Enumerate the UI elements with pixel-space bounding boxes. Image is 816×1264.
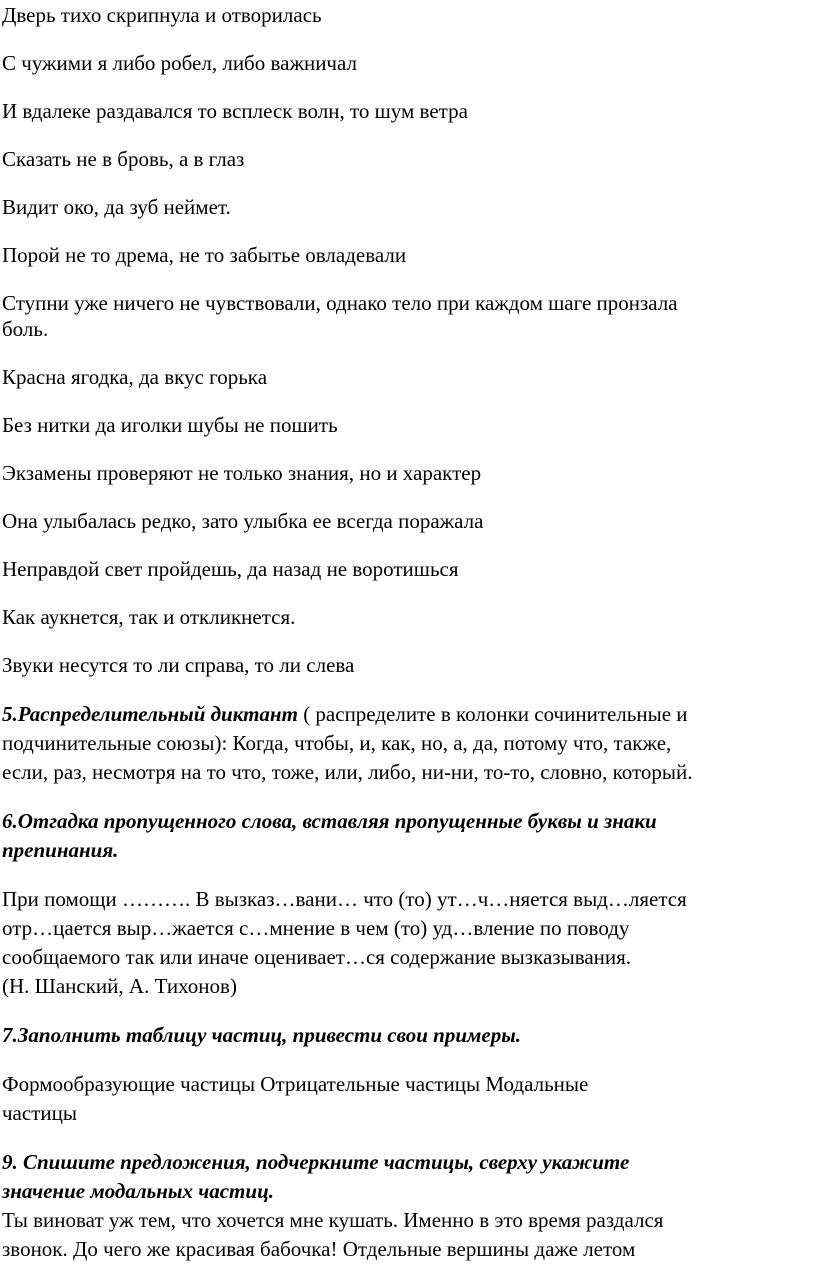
sentence-text: Сказать не в бровь, а в глаз: [2, 147, 245, 171]
sentence-text: С чужими я либо робел, либо важничал: [2, 51, 357, 75]
sentence-12: [2, 556, 816, 582]
sentence-text: Видит око, да зуб неймет.: [2, 195, 231, 219]
task-6-title: [2, 807, 816, 865]
task-5-line-3: если, раз, несмотря на то что, тоже, или, либо, ни-ни, то-то, словно, который.: [2, 760, 693, 784]
sentence-text-continued: боль.: [2, 317, 49, 341]
sentence-text: Она улыбалась редко, зато улыбка ее всегда поражала: [2, 509, 484, 533]
sentence-text: Порой не то дрема, не то забытье овладевали: [2, 243, 407, 267]
sentence-text: Дверь тихо скрипнула и отворилась: [2, 3, 322, 27]
sentence-13: [2, 604, 816, 630]
sentence-1: [2, 2, 816, 28]
task-9-text-line-2: звонок. До чего же красивая бабочка! Отдельные вершины даже летом: [2, 1237, 636, 1261]
task-6-author: (Н. Шанский, А. Тихонов): [2, 974, 237, 998]
sentence-10: [2, 460, 816, 486]
task-6-title-line-2: препинания.: [2, 838, 119, 862]
task-5-instruction: ( распределите в колонки сочинительные и: [297, 702, 688, 726]
sentence-text: Экзамены проверяют не только знания, но и характер: [2, 461, 482, 485]
task-6-text-line-1: При помощи ………. В вызказ…вани… что (то) ут…ч…няется выд…ляется: [2, 887, 687, 911]
task-6-text-line-3: сообщаемого так или иначе оценивает…ся содержание вызказывания.: [2, 945, 632, 969]
task-5-line-1: [2, 700, 816, 729]
sentence-text: Красна ягодка, да вкус горька: [2, 365, 268, 389]
sentence-9: [2, 412, 816, 438]
task-7-title-block: [2, 1021, 816, 1050]
task-7-headers-line-2: частицы: [2, 1101, 77, 1125]
sentence-7: [2, 290, 816, 342]
task-5: [2, 700, 816, 787]
task-6-text: [2, 885, 816, 1001]
sentence-text: Неправдой свет пройдешь, да назад не воротишься: [2, 557, 459, 581]
task-9: [2, 1148, 816, 1264]
sentence-5: [2, 194, 816, 220]
task-6-title-line-1: 6.Отгадка пропущенного слова, вставляя пропущенные буквы и знаки: [2, 809, 657, 833]
sentence-6: [2, 242, 816, 268]
task-9-title-line-1: 9. Спишите предложения, подчеркните частицы, сверху укажите: [2, 1150, 630, 1174]
sentence-text: Как аукнется, так и откликнется.: [2, 605, 296, 629]
sentence-text: Звуки несутся то ли справа, то ли слева: [2, 653, 355, 677]
task-7-title: 7.Заполнить таблицу частиц, привести свои примеры.: [2, 1023, 522, 1047]
sentence-11: [2, 508, 816, 534]
sentence-3: [2, 98, 816, 124]
task-9-title-line-2: значение модальных частиц.: [2, 1179, 274, 1203]
task-9-text-line-1: Ты виноват уж тем, что хочется мне кушать. Именно в это время раздался: [2, 1208, 664, 1232]
task-7-table-headers: [2, 1070, 816, 1128]
task-5-line-2: подчинительные союзы): Когда, чтобы, и, как, но, а, да, потому что, также,: [2, 731, 672, 755]
sentence-text: Ступни уже ничего не чувствовали, однако тело при каждом шаге пронзала: [2, 291, 678, 315]
sentence-14: [2, 652, 816, 678]
sentence-text: Без нитки да иголки шубы не пошить: [2, 413, 338, 437]
sentence-2: [2, 50, 816, 76]
task-6-text-line-2: отр…цается выр…жается с…мнение в чем (то) уд…вление по поводу: [2, 916, 630, 940]
sentence-4: [2, 146, 816, 172]
sentence-8: [2, 364, 816, 390]
sentence-text: И вдалеке раздавался то всплеск волн, то шум ветра: [2, 99, 468, 123]
task-5-title: 5.Распределительный диктант: [2, 702, 298, 726]
task-7-headers-line-1: Формообразующие частицы Отрицательные частицы Модальные: [2, 1072, 589, 1096]
